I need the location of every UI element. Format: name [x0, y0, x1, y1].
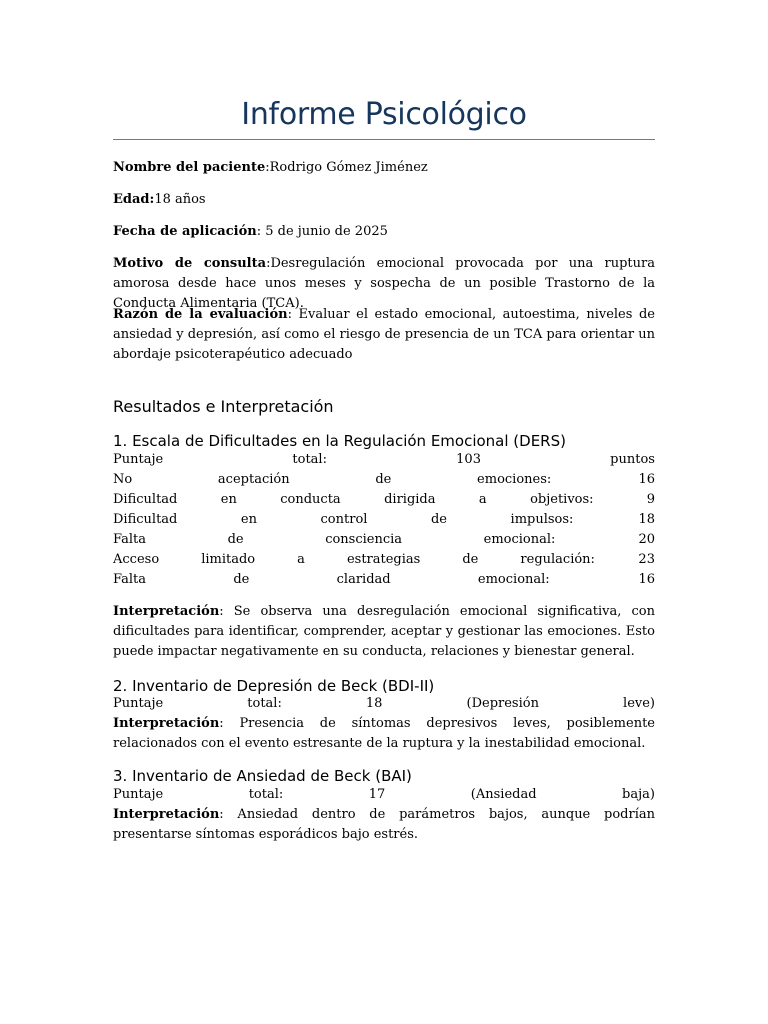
- ders-subscale-word: Falta: [113, 572, 147, 587]
- bai-score-word: total:: [248, 787, 284, 802]
- evaluation-reason-value: : Evaluar el estado emocional, autoestima, niveles de ansiedad y depresión, así como el riesgo de presencia de un TCA para orientar un abordaje psicoterapéutico adecuado: [113, 307, 655, 362]
- title-divider: [113, 139, 655, 140]
- ders-subscale-word: a: [478, 492, 487, 507]
- bdi-interpretation-label: Interpretación: [113, 716, 220, 731]
- ders-subscale-list: [113, 470, 655, 590]
- patient-name-label: Nombre del paciente: [113, 160, 266, 175]
- ders-total-row: [113, 450, 655, 470]
- ders-subscale-word: objetivos:: [530, 492, 594, 507]
- ders-subscale-word: a: [297, 552, 305, 567]
- ders-subscale-word: Dificultad: [113, 512, 178, 527]
- evaluation-reason: [113, 305, 655, 365]
- bai-section: [113, 785, 655, 845]
- ders-subscale-word: de: [430, 512, 447, 527]
- ders-subscale-word: emociones:: [477, 472, 552, 487]
- ders-subscale-word: impulsos:: [510, 512, 574, 527]
- results-heading: Resultados e Interpretación: [113, 397, 334, 416]
- application-date-label: Fecha de aplicación: [113, 224, 257, 239]
- bdi-interpretation-text: : Presencia de síntomas depresivos leves, posiblemente relacionados con el evento estresante de la ruptura y la inestabilidad emocional.: [113, 716, 655, 751]
- ders-subscale-row: [113, 490, 655, 510]
- application-date-value: : 5 de junio de 2025: [256, 224, 388, 239]
- ders-subscale-word: Dificultad: [113, 492, 178, 507]
- ders-subscale-word: estrategias: [346, 552, 421, 567]
- application-date-line: [113, 222, 655, 242]
- bdi-score-word: leve): [623, 696, 655, 711]
- ders-subscale-row: [113, 510, 655, 530]
- bai-score-word: Puntaje: [113, 787, 164, 802]
- ders-subscale-word: emocional:: [483, 532, 556, 547]
- ders-subscale-word: en: [220, 492, 237, 507]
- ders-subscale-score: 18: [638, 512, 655, 527]
- ders-subscale-row: [113, 530, 655, 550]
- ders-subscale-word: dirigida: [384, 492, 436, 507]
- bdi-score-value: 18: [365, 696, 383, 711]
- bai-interpretation: [113, 805, 655, 845]
- ders-subscale-word: limitado: [201, 552, 256, 567]
- ders-subscale-row: [113, 550, 655, 570]
- patient-name-line: [113, 158, 655, 178]
- ders-subscale-score: 16: [638, 472, 655, 487]
- ders-subscale-word: de: [227, 532, 244, 547]
- ders-subscale-row: [113, 470, 655, 490]
- ders-scores: [113, 450, 655, 590]
- bai-score-word: baja): [622, 787, 655, 802]
- bai-interpretation-text: : Ansiedad dentro de parámetros bajos, aunque podrían presentarse síntomas esporádicos bajo estrés.: [113, 807, 655, 842]
- ders-subscale-word: Acceso: [113, 552, 160, 567]
- ders-subscale-word: emocional:: [477, 572, 550, 587]
- bai-score-word: (Ansiedad: [470, 787, 537, 802]
- bdi-interpretation: [113, 714, 655, 754]
- bdi-score-word: total:: [247, 696, 282, 711]
- bai-score-row: [113, 785, 655, 805]
- ders-subscale-word: de: [462, 552, 479, 567]
- ders-subscale-word: consciencia: [325, 532, 403, 547]
- bai-heading: 3. Inventario de Ansiedad de Beck (BAI): [113, 767, 412, 785]
- ders-subscale-row: [113, 570, 655, 590]
- ders-heading: 1. Escala de Dificultades en la Regulación Emocional (DERS): [113, 432, 566, 450]
- page-title: Informe Psicológico: [241, 97, 527, 132]
- ders-subscale-word: conducta: [280, 492, 341, 507]
- bdi-heading: 2. Inventario de Depresión de Beck (BDI-II): [113, 677, 435, 695]
- bdi-section: [113, 694, 655, 754]
- ders-total-word: total:: [292, 452, 327, 467]
- ders-subscale-word: control: [320, 512, 368, 527]
- ders-total-word: Puntaje: [113, 452, 164, 467]
- ders-interpretation-text: : Se observa una desregulación emocional significativa, con dificultades para identificar, comprender, aceptar y gestionar las emociones. Esto puede impactar negativamente en su conducta, relaciones y bienestar general.: [113, 604, 655, 659]
- ders-subscale-word: aceptación: [217, 472, 290, 487]
- bdi-score-word: Puntaje: [113, 696, 164, 711]
- ders-interpretation: [113, 602, 655, 662]
- ders-subscale-word: regulación:: [520, 552, 595, 567]
- patient-age-value: 18 años: [154, 192, 206, 207]
- consultation-motive-label: Motivo de consulta: [113, 256, 267, 271]
- ders-interpretation-label: Interpretación: [113, 604, 220, 619]
- bai-interpretation-label: Interpretación: [113, 807, 220, 822]
- consultation-motive-value: :Desregulación emocional provocada por una ruptura amorosa desde hace unos meses y sospecha de un posible Trastorno de la Conducta Alimentaria (TCA).: [113, 256, 655, 311]
- patient-age-label: Edad:: [113, 192, 155, 207]
- ders-total-word: puntos: [610, 452, 655, 467]
- bdi-score-word: (Depresión: [466, 696, 539, 711]
- patient-age-line: [113, 190, 655, 210]
- bdi-score-row: [113, 694, 655, 714]
- ders-subscale-score: 16: [638, 572, 655, 587]
- ders-subscale-score: 23: [638, 552, 655, 567]
- ders-subscale-score: 9: [646, 492, 655, 507]
- ders-subscale-word: No: [113, 472, 133, 487]
- ders-subscale-word: Falta: [113, 532, 147, 547]
- ders-subscale-word: de: [375, 472, 392, 487]
- ders-subscale-word: de: [233, 572, 250, 587]
- patient-name-value: :Rodrigo Gómez Jiménez: [265, 160, 428, 175]
- ders-total-score: 103: [456, 452, 481, 467]
- ders-subscale-score: 20: [638, 532, 655, 547]
- evaluation-reason-label: Razón de la evaluación: [113, 307, 288, 322]
- ders-subscale-word: en: [240, 512, 257, 527]
- ders-subscale-word: claridad: [336, 572, 391, 587]
- bai-score-value: 17: [368, 787, 386, 802]
